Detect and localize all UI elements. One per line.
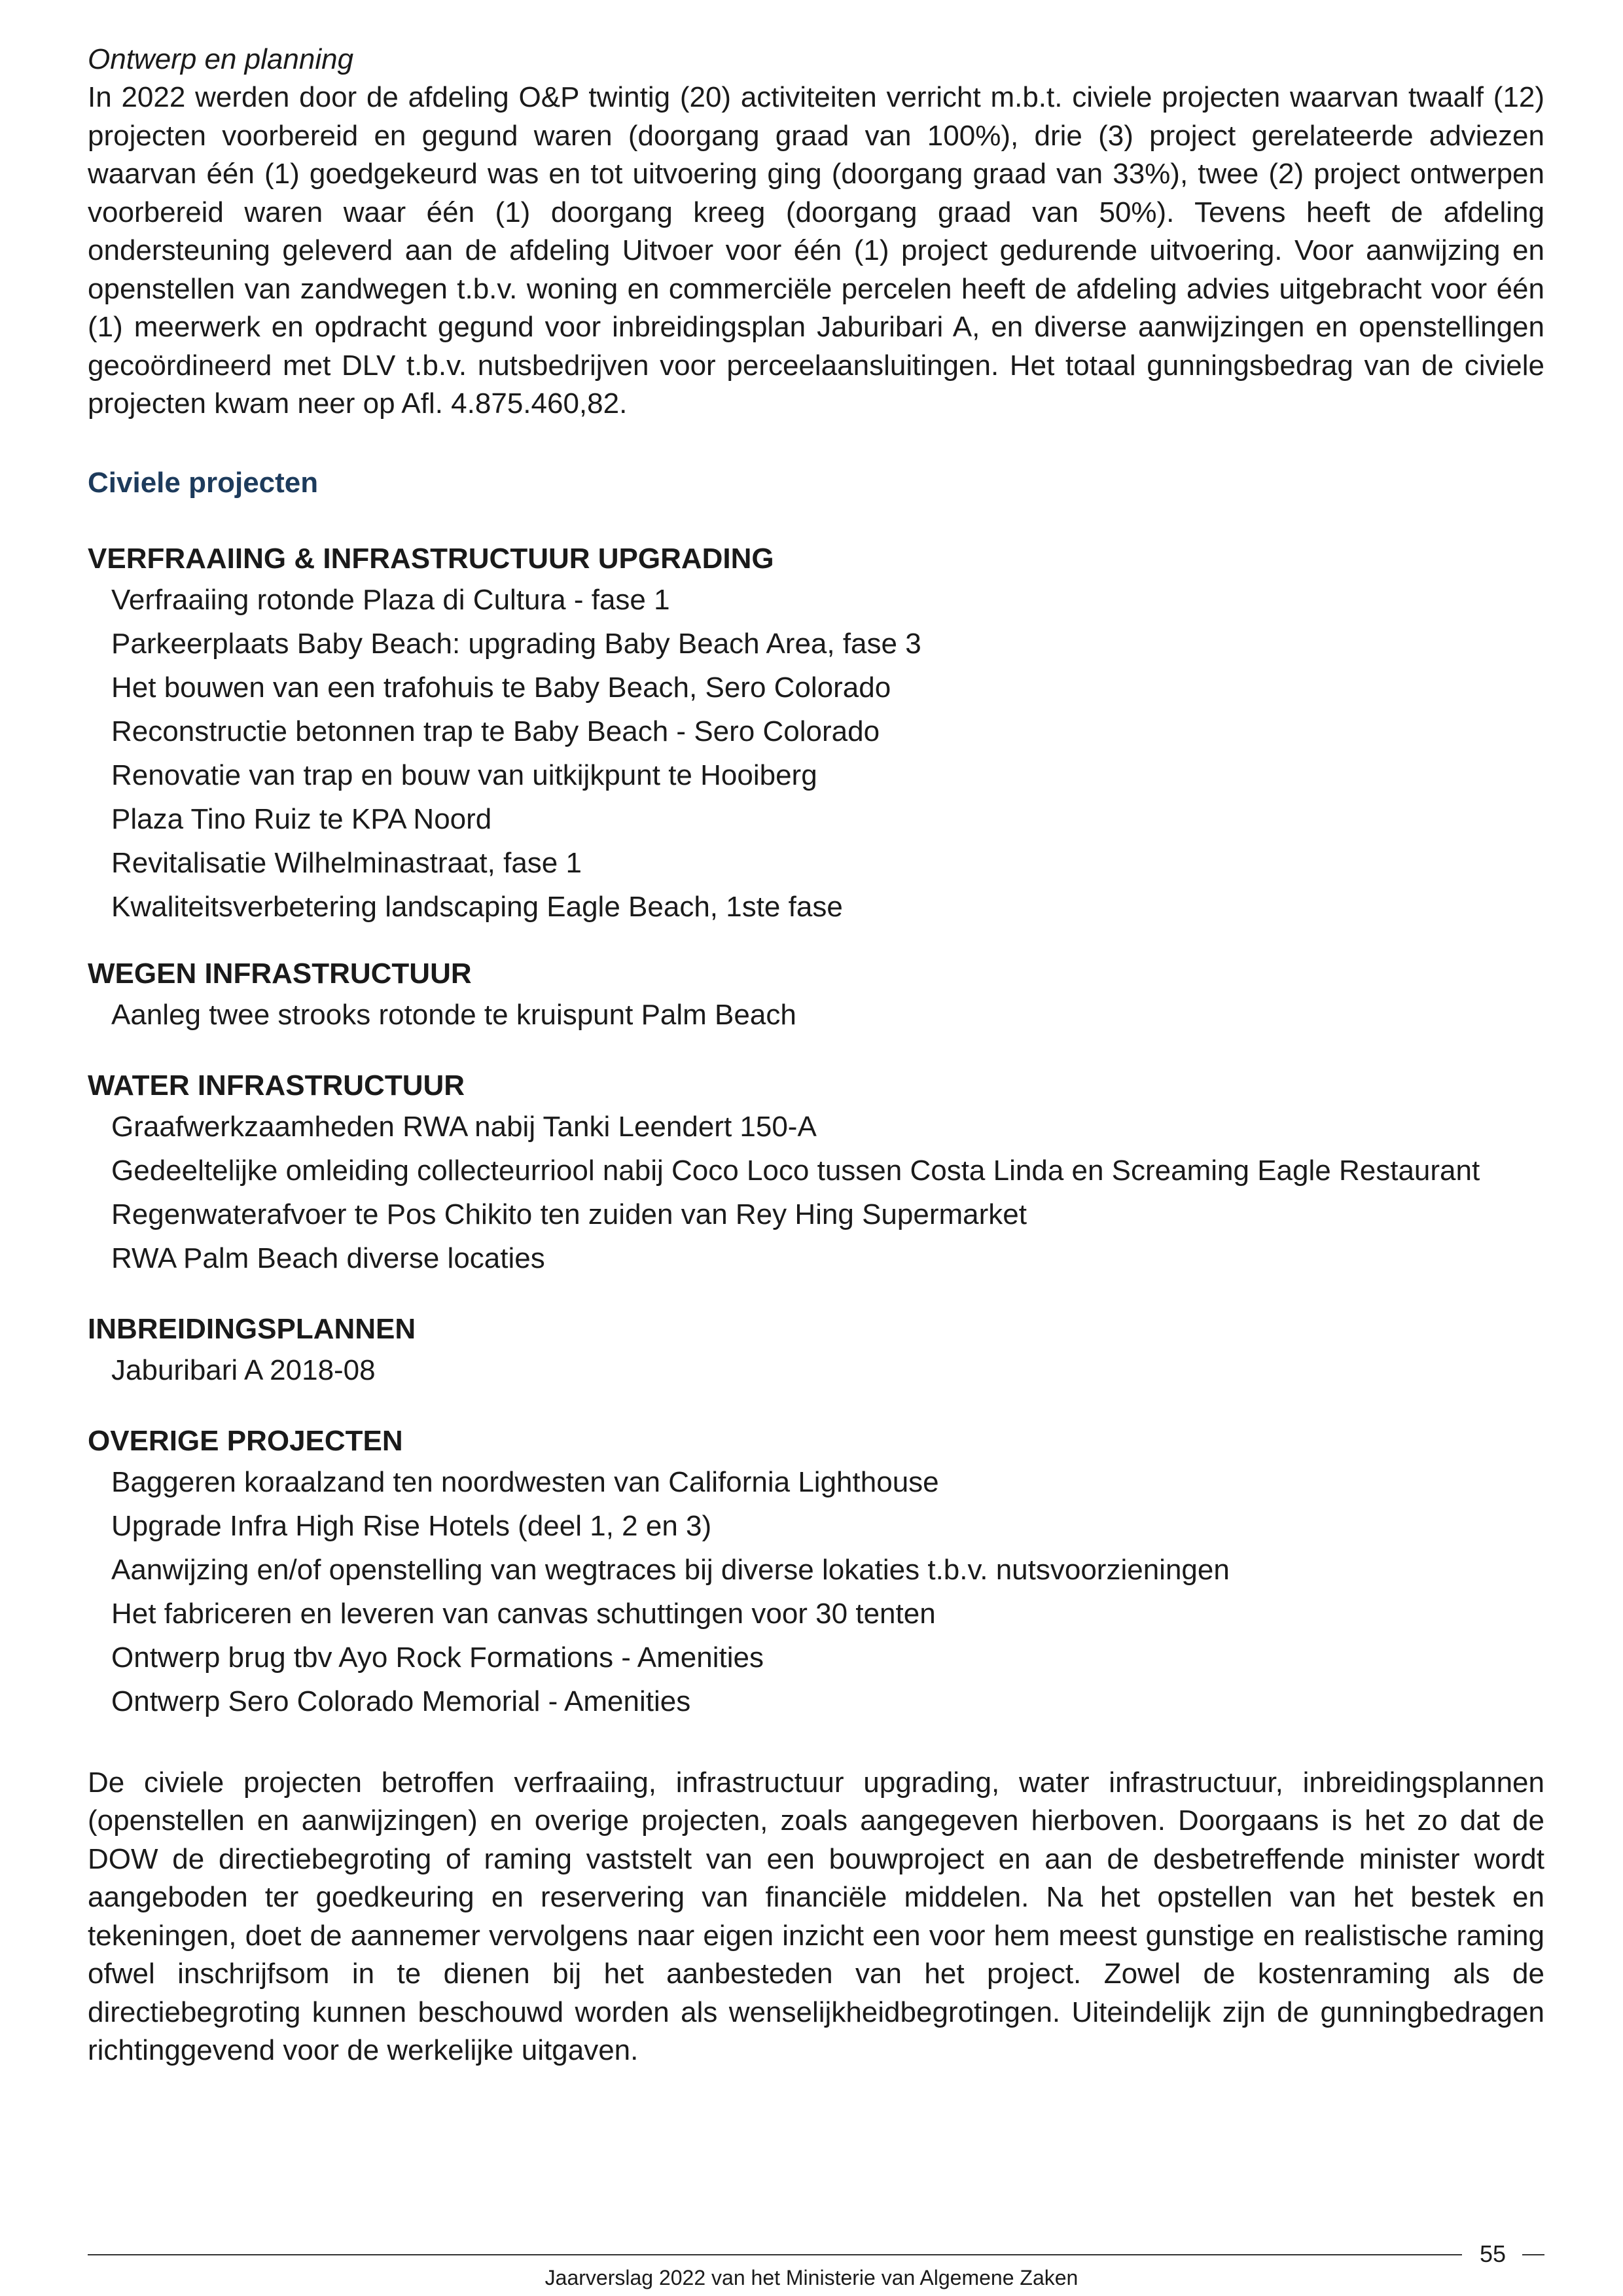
list-item: Upgrade Infra High Rise Hotels (deel 1, 2 en 3) [111,1509,712,1542]
list-item: Revitalisatie Wilhelminastraat, fase 1 [111,846,582,879]
list-item: Gedeeltelijke omleiding collecteurriool nabij Coco Loco tussen Costa Linda en Screaming Eagle Restaurant [111,1154,1480,1187]
list-item: Ontwerp brug tbv Ayo Rock Formations - Amenities [111,1641,764,1674]
category-inbreidingsplannen [88,1310,1544,1392]
category-title: WATER INFRASTRUCTUUR [88,1069,465,1102]
list-item: Renovatie van trap en bouw van uitkijkpunt te Hooiberg [111,759,817,791]
list-item: Verfraaiing rotonde Plaza di Cultura - fase 1 [111,583,670,616]
project-list [88,1348,1544,1392]
list-item: Plaza Tino Ruiz te KPA Noord [111,802,492,835]
list-item: Aanwijzing en/of openstelling van wegtraces bij diverse lokaties t.b.v. nutsvoorzieningen [111,1553,1230,1586]
list-item: RWA Palm Beach diverse locaties [111,1242,545,1274]
footer-rule-tail [1522,2254,1544,2255]
closing-paragraph: De civiele projecten betroffen verfraaiing, infrastructuur upgrading, water infrastructuur, inbreidingsplannen (openstellen en aanwijzingen) en overige projecten, zoals aangegeven hierboven. Doorgaans is het zo dat de DOW de directiebegroting of raming vaststelt van een bouwproject en aan de desbetreffende minister wordt aangeboden ter goedkeuring en reservering van financiële middelen. Na het opstellen van het bestek en tekeningen, doet de aannemer vervolgens naar eigen inzicht een voor hem meest gunstige en realistische raming ofwel inschrijfsom in te dienen bij het aanbesteden van het project. Zowel de kostenraming als de directiebegroting kunnen beschouwd worden als wenselijkheidbegrotingen. Uiteindelijk zijn de gunningbedragen richtinggevend voor de werkelijke uitgaven. [88,1766,1544,2066]
category-title: OVERIGE PROJECTEN [88,1424,403,1457]
document-page [88,41,1544,2070]
list-item: Reconstructie betonnen trap te Baby Beach - Sero Colorado [111,715,880,747]
category-verfraaiing [88,540,1544,929]
list-item: Parkeerplaats Baby Beach: upgrading Baby Beach Area, fase 3 [111,627,921,660]
category-water [88,1067,1544,1280]
category-overige [88,1422,1544,1723]
project-list [88,1105,1544,1280]
list-item: Het fabriceren en leveren van canvas schuttingen voor 30 tenten [111,1597,936,1630]
list-item: Jaburibari A 2018-08 [111,1354,376,1386]
page-number: 55 [1479,2240,1507,2267]
list-item: Baggeren koraalzand ten noordwesten van California Lighthouse [111,1465,939,1498]
category-title: INBREIDINGSPLANNEN [88,1312,416,1345]
intro-paragraph: In 2022 werden door de afdeling O&P twintig (20) activiteiten verricht m.b.t. civiele projecten waarvan twaalf (12) projecten voorbereid en gegund waren (doorgang graad van 100%), drie (3) project gerelateerde adviezen waarvan één (1) goedgekeurd was en tot uitvoering ging (doorgang graad van 33%), twee (2) project ontwerpen voorbereid waren waar één (1) doorgang kreeg (doorgang graad van 50%). Tevens heeft de afdeling ondersteuning geleverd aan de afdeling Uitvoer voor één (1) project gedurende uitvoering. Voor aanwijzing en openstellen van zandwegen t.b.v. woning en commerciële percelen heeft de afdeling advies uitgebracht voor één (1) meerwerk en opdracht gegund voor inbreidingsplan Jaburibari A, en diverse aanwijzingen en openstellingen gecoördineerd met DLV t.b.v. nutsbedrijven voor perceelaansluitingen. Het totaal gunningsbedrag van de civiele projecten kwam neer op Afl. 4.875.460,82. [88,81,1544,420]
project-list [88,993,1544,1037]
list-item: Regenwaterafvoer te Pos Chikito ten zuiden van Rey Hing Supermarket [111,1198,1027,1230]
category-title: WEGEN INFRASTRUCTUUR [88,957,472,990]
footer-rule [88,2254,1462,2255]
list-item: Kwaliteitsverbetering landscaping Eagle Beach, 1ste fase [111,890,843,923]
footer-text: Jaarverslag 2022 van het Ministerie van Algemene Zaken [544,2266,1079,2289]
list-item: Graafwerkzaamheden RWA nabij Tanki Leendert 150-A [111,1110,817,1143]
list-item: Aanleg twee strooks rotonde te kruispunt Palm Beach [111,998,796,1031]
list-item: Ontwerp Sero Colorado Memorial - Amenities [111,1685,691,1717]
project-list [88,1460,1544,1723]
intro-heading: Ontwerp en planning [88,43,354,75]
section-title: Civiele projecten [88,466,319,499]
list-item: Het bouwen van een trafohuis te Baby Beach, Sero Colorado [111,671,891,704]
category-title: VERFRAAIING & INFRASTRUCTUUR UPGRADING [88,542,774,575]
category-wegen [88,955,1544,1037]
project-list [88,578,1544,929]
